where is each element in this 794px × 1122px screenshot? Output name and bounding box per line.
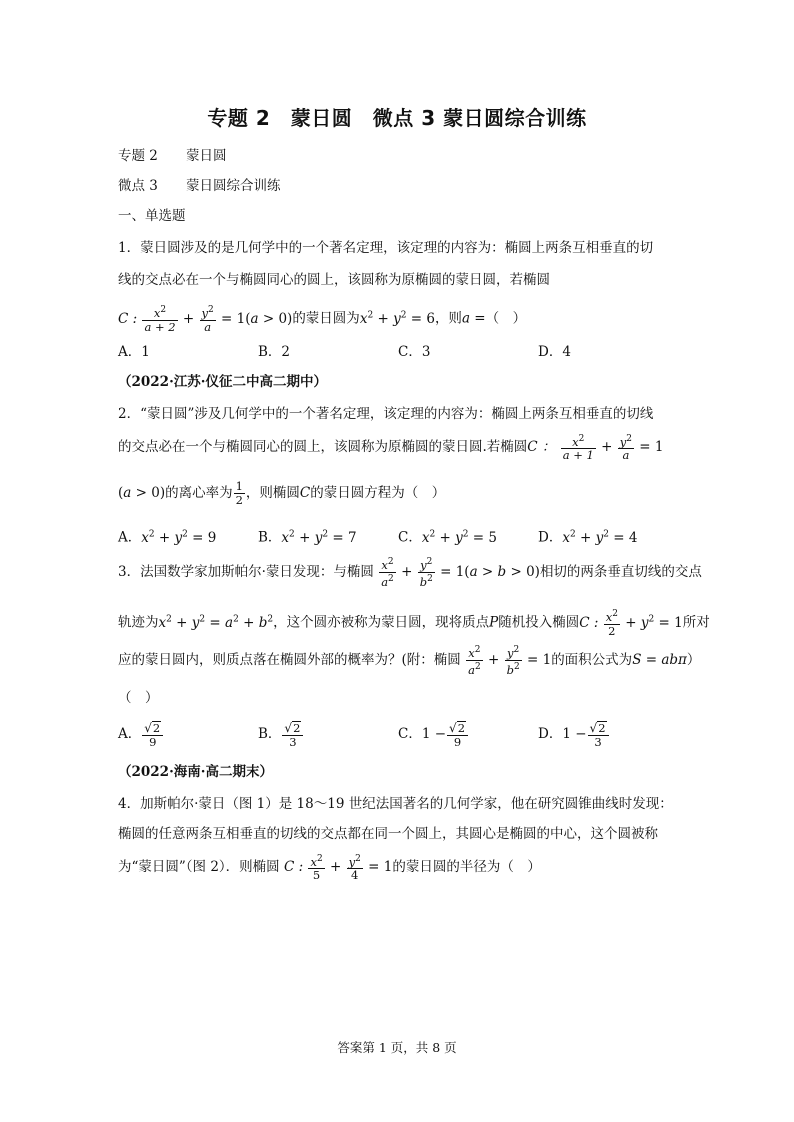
source-note-2: （2022·海南·高二期末）: [118, 764, 273, 780]
q3-ellipse-area-eq: $\frac{x^2}{a^2}$ + $\frac{y^2}{b^2}$ = 1: [468, 645, 552, 677]
source-note-1: （2022·江苏·仪征二中高二期中）: [118, 374, 327, 390]
q1-line2: 线的交点必在一个与椭圆同心的圆上，该圆称为原椭圆的蒙日圆，若椭圆: [118, 272, 550, 288]
q3-ellipse-general: $\frac{x^2}{a^2}$ + $\frac{y^2}{b^2}$ = 1(a > b > 0): [381, 557, 540, 589]
q1-line3: [118, 300, 526, 334]
q3-text8: 的面积公式为: [551, 651, 633, 668]
q3-bracket: （ ）: [118, 690, 159, 706]
q3-option-a: A． $\frac{√2}{9}$: [118, 716, 258, 752]
q4-text4: 的蒙日圆的半径为（ ）: [392, 859, 541, 875]
q2-line2: [118, 432, 663, 462]
q4-text3: 为“蒙日圆”（图 2）．则椭圆: [118, 859, 280, 875]
q3-text6: 所对: [682, 614, 710, 631]
q2-eccentricity: $\frac{1}{2}$: [235, 479, 243, 507]
q3-options: [118, 716, 678, 752]
q4-line3: [118, 852, 541, 882]
q3-text9: ）: [686, 651, 701, 668]
topic-value: 蒙日圆: [186, 148, 227, 164]
q3-option-b: B． $\frac{√2}{3}$: [258, 716, 398, 752]
q1-options: [118, 342, 678, 362]
q1-option-b: B．2: [258, 344, 291, 360]
q3-locus-formula: $x^2 + y^2 = a^2 + b^2$: [158, 614, 274, 631]
subtopic-key: 微点 3: [118, 178, 158, 194]
q4-line1: 4．加斯帕尔·蒙日（图 1）是 18～19 世纪法国著名的几何学家，他在研究圆锥曲线时发现：: [118, 796, 673, 812]
q3-line3: [118, 644, 700, 677]
q3-area-formula: S = abπ: [632, 651, 687, 668]
q2-option-d: D．$x^2 + y^2 = 4$: [538, 529, 638, 546]
q2-options: [118, 524, 678, 548]
q3-text7: 应的蒙日圆内，则质点落在椭圆外部的概率为？(附：椭圆: [118, 651, 461, 668]
q1-var-a: a =: [461, 310, 486, 327]
q3-text3: 轨迹为: [118, 614, 159, 631]
page-footer: 答案第 1 页，共 8 页: [337, 1040, 457, 1055]
q3-option-c: C．1 − $\frac{√2}{9}$: [398, 716, 538, 752]
section-heading: 一、单选题: [118, 208, 186, 224]
q4-ellipse-formula: C : $\frac{x^2}{5}$ + $\frac{y^2}{4}$ = 1: [279, 853, 393, 883]
q1-option-d: D．4: [538, 344, 571, 360]
q3-line2: [118, 604, 710, 638]
q2-option-b: B．$x^2 + y^2 = 7$: [258, 529, 357, 546]
q2-text4: ，则椭圆: [245, 485, 300, 501]
q2-option-c: C．$x^2 + y^2 = 5$: [398, 529, 497, 546]
q1-text5: （ ）: [485, 310, 527, 327]
q3-option-d: D．1 − $\frac{√2}{3}$: [538, 716, 678, 752]
q2-line3: [118, 478, 445, 508]
q3-ellipse-formula: C : $\frac{x^2}{2}$ + $y^2 = 1$: [579, 609, 683, 638]
q1-text3: 的蒙日圆为: [292, 310, 360, 327]
q2-var-c: C: [299, 485, 311, 501]
q3-text5: 随机投入椭圆: [498, 614, 580, 631]
q3-text4: ，这个圆亦被称为蒙日圆，现将质点: [273, 614, 490, 631]
q3-var-p: P: [489, 614, 499, 631]
topic-key: 专题 2: [118, 148, 158, 164]
q3-line1: [118, 556, 702, 589]
q2-ellipse-formula: C ： $\frac{x^2}{a + 1}$ + $\frac{y^2}{a}$ = 1: [527, 433, 664, 463]
q2-text3: 的离心率为: [165, 485, 233, 501]
q1-option-c: C．3: [398, 344, 431, 360]
page-title: 专题 2 蒙日圆 微点 3 蒙日圆综合训练: [207, 106, 587, 130]
q1-text4: ，则: [434, 310, 462, 327]
subtopic-value: 蒙日圆综合训练: [186, 178, 281, 194]
q2-condition: (a > 0): [118, 485, 166, 501]
q3-text1: 3．法国数学家加斯帕尔·蒙日发现：与椭圆: [118, 563, 374, 580]
q2-option-a: A．$x^2 + y^2 = 9$: [118, 529, 217, 546]
q3-text2: 相切的两条垂直切线的交点: [539, 563, 702, 580]
q2-text2: 的交点必在一个与椭圆同心的圆上，该圆称为原椭圆的蒙日圆.若椭圆: [118, 439, 528, 455]
q1-ellipse-formula: C : $\frac{x^2}{a + 2}$ + $\frac{y^2}{a}$ = 1(a > 0): [118, 305, 293, 334]
q2-text5: 的蒙日圆方程为（ ）: [310, 485, 446, 501]
q1-circle-formula: $x^2 + y^2 = 6$: [359, 310, 435, 327]
q1-option-a: A．1: [118, 344, 150, 360]
topic-line: [118, 146, 227, 166]
subtopic-line: [118, 176, 281, 196]
q2-line1: 2．“蒙日圆”涉及几何学中的一个著名定理，该定理的内容为：椭圆上两条互相垂直的切线: [118, 406, 654, 422]
q1-line1: 1．蒙日圆涉及的是几何学中的一个著名定理，该定理的内容为：椭圆上两条互相垂直的切: [118, 240, 654, 256]
q4-line2: 椭圆的任意两条互相垂直的切线的交点都在同一个圆上，其圆心是椭圆的中心，这个圆被称: [118, 826, 658, 842]
